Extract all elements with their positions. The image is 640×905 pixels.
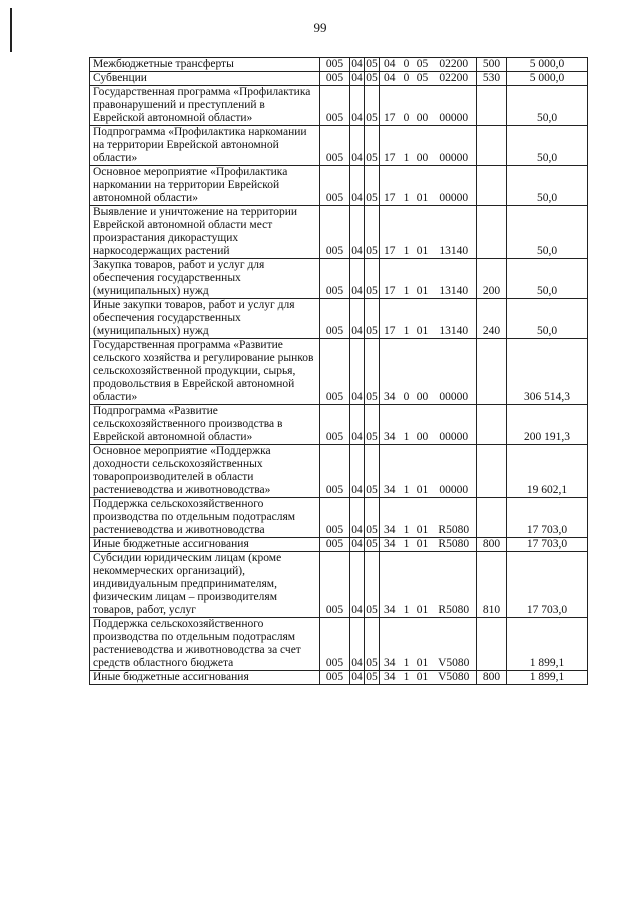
program-code-cell: 34 xyxy=(380,552,400,618)
direction-code-cell: R5080 xyxy=(432,552,477,618)
subprogram-code-cell: 1 xyxy=(400,538,414,552)
event-code-cell: 00 xyxy=(414,339,432,405)
amount-cell: 5 000,0 xyxy=(507,58,588,72)
subsection-code-cell: 05 xyxy=(365,618,380,671)
direction-code-cell: 00000 xyxy=(432,339,477,405)
row-name-cell: Основное мероприятие «Поддержка доходности сельскохозяйственных товаропроизводителей в области растениеводства и животноводства» xyxy=(90,445,320,498)
ministry-code-cell: 005 xyxy=(320,538,350,552)
ministry-code-cell: 005 xyxy=(320,58,350,72)
amount-cell: 50,0 xyxy=(507,299,588,339)
section-code-cell: 04 xyxy=(350,405,365,445)
table-row xyxy=(90,126,588,166)
table-row xyxy=(90,166,588,206)
subsection-code-cell: 05 xyxy=(366,72,378,84)
table-body xyxy=(90,58,588,685)
amount-cell: 50,0 xyxy=(507,126,588,166)
table-row xyxy=(90,259,588,299)
expense-type-code-cell: 200 xyxy=(477,259,507,299)
table-row xyxy=(90,445,588,498)
program-code-cell: 34 xyxy=(380,498,400,538)
table-row xyxy=(90,538,588,552)
program-code-cell: 17 xyxy=(380,299,400,339)
direction-code-cell: 00000 xyxy=(432,405,477,445)
table-row xyxy=(90,86,588,126)
subsection-code-cell: 05 xyxy=(366,58,378,70)
direction-code-cell: R5080 xyxy=(432,498,477,538)
expense-type-code-cell: 810 xyxy=(477,552,507,618)
table-row xyxy=(90,405,588,445)
direction-code-cell: 13140 xyxy=(432,259,477,299)
amount-cell: 1 899,1 xyxy=(507,671,588,685)
ministry-code-cell: 005 xyxy=(320,339,350,405)
section-code-cell: 04 xyxy=(350,299,365,339)
row-name-cell: Субсидии юридическим лицам (кроме некоммерческих организаций), индивидуальным предпринимателям, физическим лицам – производителям товаров, работ, услуг xyxy=(90,552,320,618)
event-code-cell: 01 xyxy=(414,618,432,671)
ministry-code-cell: 005 xyxy=(320,405,350,445)
expense-type-code-cell: 800 xyxy=(477,538,507,552)
row-name-cell: Субвенции xyxy=(90,72,320,86)
amount-cell: 50,0 xyxy=(507,166,588,206)
section-code-cell: 04 xyxy=(350,552,365,618)
table-row xyxy=(90,299,588,339)
program-code-cell: 17 xyxy=(380,206,400,259)
program-code-cell: 17 xyxy=(380,166,400,206)
event-code-cell: 01 xyxy=(414,538,432,552)
expense-type-code-cell xyxy=(477,445,507,498)
subprogram-code-cell: 1 xyxy=(400,259,414,299)
event-code-cell: 00 xyxy=(414,86,432,126)
subprogram-code-cell: 0 xyxy=(400,339,414,405)
expense-type-code-cell xyxy=(477,86,507,126)
section-code-cell: 04 xyxy=(350,339,365,405)
section-code-cell: 04 xyxy=(351,671,363,683)
program-code-cell: 17 xyxy=(380,86,400,126)
table-row xyxy=(90,72,588,86)
row-name-cell: Иные закупки товаров, работ и услуг для обеспечения государственных (муниципальных) нужд xyxy=(90,299,320,339)
row-name-cell: Государственная программа «Профилактика правонарушений и преступлений в Еврейской автономной области» xyxy=(90,86,320,126)
row-name-cell: Государственная программа «Развитие сельского хозяйства и регулирование рынков сельскохозяйственной продукции, сырья, продовольствия в Еврейской автономной области» xyxy=(90,339,320,405)
row-name-cell: Иные бюджетные ассигнования xyxy=(90,538,320,552)
budget-table xyxy=(89,57,588,685)
table-row xyxy=(90,206,588,259)
subsection-code-cell: 05 xyxy=(365,206,380,259)
expense-type-code-cell xyxy=(477,339,507,405)
row-name-cell: Межбюджетные трансферты xyxy=(90,58,320,72)
ministry-code-cell: 005 xyxy=(320,618,350,671)
ministry-code-cell: 005 xyxy=(320,445,350,498)
event-code-cell: 01 xyxy=(414,552,432,618)
section-code-cell: 04 xyxy=(351,72,363,84)
subprogram-code-cell: 1 xyxy=(400,552,414,618)
ministry-code-cell: 005 xyxy=(320,126,350,166)
subprogram-code-cell: 1 xyxy=(400,445,414,498)
ministry-code-cell: 005 xyxy=(320,299,350,339)
section-code-cell: 04 xyxy=(350,86,365,126)
subprogram-code-cell: 0 xyxy=(400,72,414,86)
subsection-code-cell: 05 xyxy=(365,86,380,126)
event-code-cell: 05 xyxy=(414,58,432,72)
event-code-cell: 00 xyxy=(414,405,432,445)
amount-cell: 50,0 xyxy=(507,259,588,299)
direction-code-cell: R5080 xyxy=(432,538,477,552)
subsection-code-cell: 05 xyxy=(365,166,380,206)
amount-cell: 17 703,0 xyxy=(507,552,588,618)
event-code-cell: 01 xyxy=(414,206,432,259)
expense-type-code-cell xyxy=(477,206,507,259)
subsection-code-cell: 05 xyxy=(365,339,380,405)
row-name-cell: Поддержка сельскохозяйственного производства по отдельным подотраслям растениеводства и животноводства за счет средств областного бюджета xyxy=(90,618,320,671)
row-name-cell: Выявление и уничтожение на территории Еврейской автономной области мест произрастания дикорастущих наркосодержащих растений xyxy=(90,206,320,259)
subprogram-code-cell: 0 xyxy=(400,58,414,72)
section-code-cell: 04 xyxy=(351,538,363,550)
row-name-cell: Основное мероприятие «Профилактика наркомании на территории Еврейской автономной области» xyxy=(90,166,320,206)
amount-cell: 200 191,3 xyxy=(507,405,588,445)
amount-cell: 17 703,0 xyxy=(507,498,588,538)
ministry-code-cell: 005 xyxy=(320,206,350,259)
ministry-code-cell: 005 xyxy=(320,671,350,685)
table-row xyxy=(90,671,588,685)
subprogram-code-cell: 1 xyxy=(400,498,414,538)
row-name-cell: Поддержка сельскохозяйственного производства по отдельным подотраслям растениеводства и животноводства xyxy=(90,498,320,538)
subsection-code-cell: 05 xyxy=(365,259,380,299)
expense-type-code-cell: 800 xyxy=(477,671,507,685)
subsection-code-cell: 05 xyxy=(365,126,380,166)
amount-cell: 50,0 xyxy=(507,86,588,126)
subprogram-code-cell: 1 xyxy=(400,126,414,166)
section-code-cell: 04 xyxy=(350,498,365,538)
direction-code-cell: V5080 xyxy=(432,618,477,671)
table-row xyxy=(90,552,588,618)
program-code-cell: 34 xyxy=(380,405,400,445)
expense-type-code-cell xyxy=(477,405,507,445)
program-code-cell: 34 xyxy=(380,339,400,405)
row-name-cell: Подпрограмма «Профилактика наркомании на территории Еврейской автономной области» xyxy=(90,126,320,166)
subsection-code-cell: 05 xyxy=(365,299,380,339)
direction-code-cell: 13140 xyxy=(432,299,477,339)
direction-code-cell: 02200 xyxy=(432,72,477,86)
subsection-code-cell: 05 xyxy=(365,445,380,498)
amount-cell: 17 703,0 xyxy=(507,538,588,552)
subprogram-code-cell: 1 xyxy=(400,618,414,671)
subprogram-code-cell: 1 xyxy=(400,166,414,206)
program-code-cell: 34 xyxy=(380,445,400,498)
event-code-cell: 00 xyxy=(414,126,432,166)
expense-type-code-cell: 500 xyxy=(477,58,507,72)
direction-code-cell: 13140 xyxy=(432,206,477,259)
expense-type-code-cell xyxy=(477,126,507,166)
section-code-cell: 04 xyxy=(350,259,365,299)
ministry-code-cell: 005 xyxy=(320,259,350,299)
section-code-cell: 04 xyxy=(350,126,365,166)
row-name-cell: Иные бюджетные ассигнования xyxy=(90,671,320,685)
amount-cell: 306 514,3 xyxy=(507,339,588,405)
table-row xyxy=(90,618,588,671)
amount-cell: 5 000,0 xyxy=(507,72,588,86)
section-code-cell: 04 xyxy=(350,166,365,206)
subsection-code-cell: 05 xyxy=(365,498,380,538)
event-code-cell: 01 xyxy=(414,498,432,538)
subprogram-code-cell: 1 xyxy=(400,405,414,445)
program-code-cell: 34 xyxy=(380,671,400,685)
amount-cell: 50,0 xyxy=(507,206,588,259)
ministry-code-cell: 005 xyxy=(320,552,350,618)
section-code-cell: 04 xyxy=(350,445,365,498)
amount-cell: 1 899,1 xyxy=(507,618,588,671)
row-name-cell: Закупка товаров, работ и услуг для обеспечения государственных (муниципальных) нужд xyxy=(90,259,320,299)
subsection-code-cell: 05 xyxy=(366,671,378,683)
subprogram-code-cell: 1 xyxy=(400,671,414,685)
table-row xyxy=(90,58,588,72)
amount-cell: 19 602,1 xyxy=(507,445,588,498)
section-code-cell: 04 xyxy=(350,618,365,671)
expense-type-code-cell xyxy=(477,166,507,206)
program-code-cell: 17 xyxy=(380,126,400,166)
direction-code-cell: 00000 xyxy=(432,86,477,126)
event-code-cell: 01 xyxy=(414,299,432,339)
program-code-cell: 04 xyxy=(380,58,400,72)
program-code-cell: 04 xyxy=(380,72,400,86)
event-code-cell: 01 xyxy=(414,259,432,299)
subprogram-code-cell: 0 xyxy=(400,86,414,126)
section-code-cell: 04 xyxy=(351,58,363,70)
ministry-code-cell: 005 xyxy=(320,86,350,126)
event-code-cell: 01 xyxy=(414,671,432,685)
subsection-code-cell: 05 xyxy=(365,552,380,618)
direction-code-cell: 00000 xyxy=(432,166,477,206)
direction-code-cell: 00000 xyxy=(432,445,477,498)
expense-type-code-cell: 240 xyxy=(477,299,507,339)
expense-type-code-cell xyxy=(477,618,507,671)
section-code-cell: 04 xyxy=(350,206,365,259)
ministry-code-cell: 005 xyxy=(320,498,350,538)
subsection-code-cell: 05 xyxy=(366,538,378,550)
table-row xyxy=(90,498,588,538)
event-code-cell: 01 xyxy=(414,445,432,498)
program-code-cell: 34 xyxy=(380,538,400,552)
subsection-code-cell: 05 xyxy=(365,405,380,445)
event-code-cell: 01 xyxy=(414,166,432,206)
direction-code-cell: 00000 xyxy=(432,126,477,166)
event-code-cell: 05 xyxy=(414,72,432,86)
program-code-cell: 34 xyxy=(380,618,400,671)
ministry-code-cell: 005 xyxy=(320,166,350,206)
page-number: 99 xyxy=(313,20,327,35)
direction-code-cell: 02200 xyxy=(432,58,477,72)
table-row xyxy=(90,339,588,405)
subprogram-code-cell: 1 xyxy=(400,206,414,259)
expense-type-code-cell xyxy=(477,498,507,538)
program-code-cell: 17 xyxy=(380,259,400,299)
expense-type-code-cell: 530 xyxy=(477,72,507,86)
ministry-code-cell: 005 xyxy=(320,72,350,86)
direction-code-cell: V5080 xyxy=(432,671,477,685)
row-name-cell: Подпрограмма «Развитие сельскохозяйственного производства в Еврейской автономной области» xyxy=(90,405,320,445)
subprogram-code-cell: 1 xyxy=(400,299,414,339)
